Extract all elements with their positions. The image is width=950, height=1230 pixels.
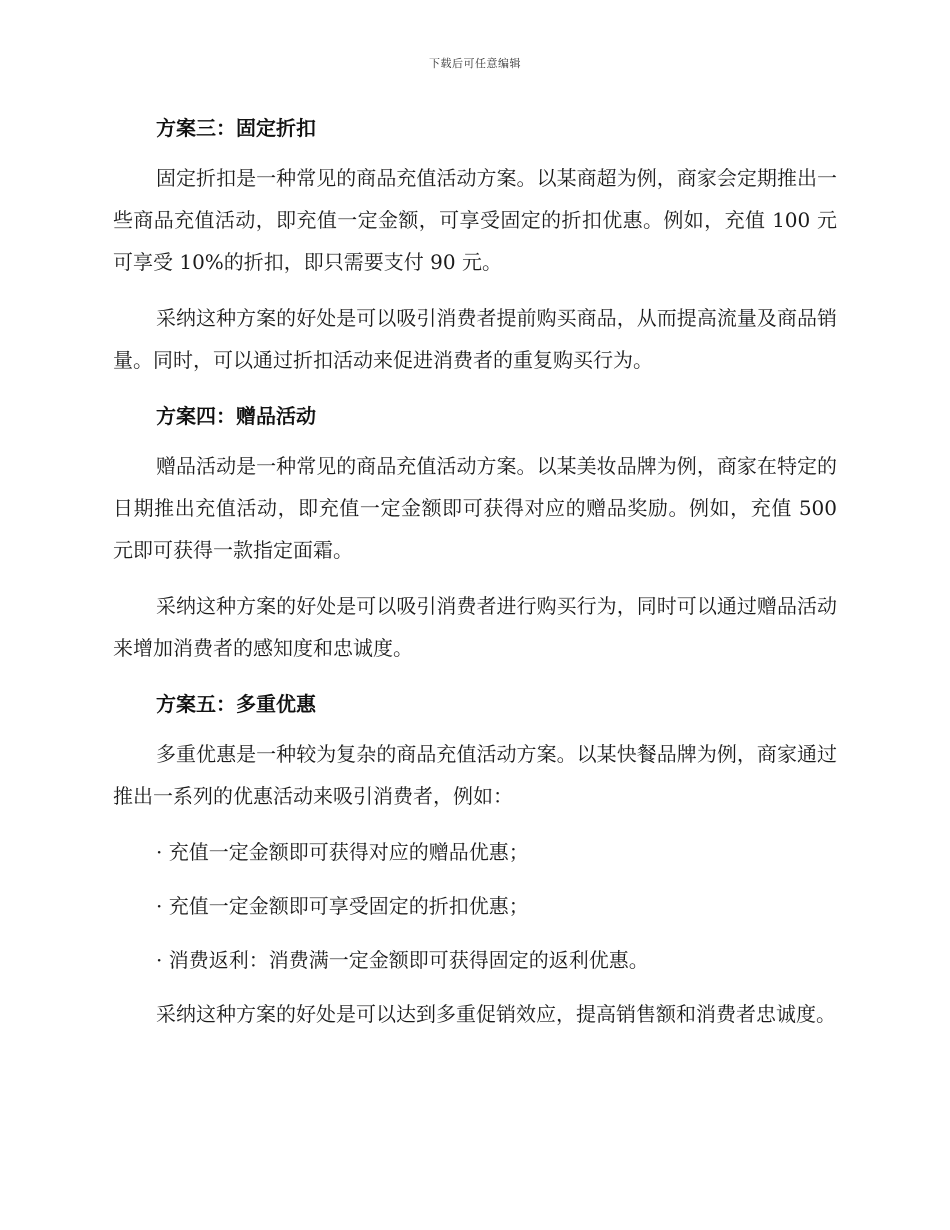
paragraph: 固定折扣是一种常见的商品充值活动方案。以某商超为例，商家会定期推出一些商品充值活动，即充值一定金额，可享受固定的折扣优惠。例如，充值 100 元可享受 10%的折扣，即只需要支付 90 元。 [113,166,837,274]
paragraph: 多重优惠是一种较为复杂的商品充值活动方案。以某快餐品牌为例，商家通过推出一系列的优惠活动来吸引消费者，例如： [113,742,837,808]
section-heading-plan-4: 方案四：赠品活动 [156,404,316,428]
list-item: · 充值一定金额即可获得对应的赠品优惠； [156,840,529,864]
list-item: · 消费返利：消费满一定金额即可获得固定的返利优惠。 [156,948,649,972]
section-heading-plan-5: 方案五：多重优惠 [156,692,316,716]
paragraph: 采纳这种方案的好处是可以吸引消费者提前购买商品，从而提高流量及商品销量。同时，可以通过折扣活动来促进消费者的重复购买行为。 [113,306,837,372]
list-item: · 充值一定金额即可享受固定的折扣优惠； [156,894,529,918]
paragraph: 采纳这种方案的好处是可以吸引消费者进行购买行为，同时可以通过赠品活动来增加消费者的感知度和忠诚度。 [113,594,837,660]
paragraph: 采纳这种方案的好处是可以达到多重促销效应，提高销售额和消费者忠诚度。 [156,1002,836,1026]
document-body [113,107,837,1049]
paragraph: 赠品活动是一种常见的商品充值活动方案。以某美妆品牌为例，商家在特定的日期推出充值活动，即充值一定金额即可获得对应的赠品奖励。例如，充值 500 元即可获得一款指定面霜。 [113,454,837,562]
page-header: 下载后可任意编辑 [429,57,521,70]
section-heading-plan-3: 方案三：固定折扣 [156,116,316,140]
